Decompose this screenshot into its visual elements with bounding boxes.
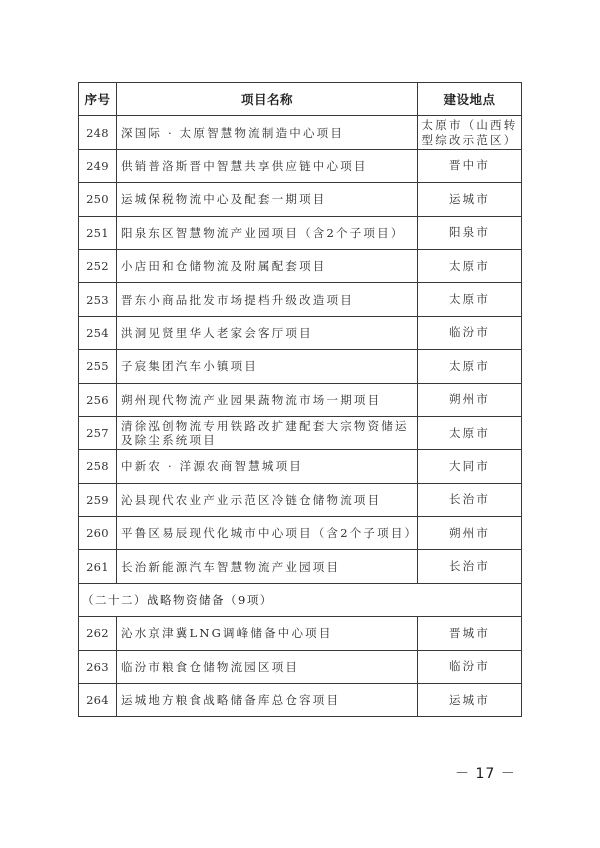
table-row [79,517,522,550]
row-number: 263 [79,650,117,683]
row-project-name: 清徐泓创物流专用铁路改扩建配套大宗物资储运及除尘系统项目 [117,416,418,449]
row-number: 249 [79,149,117,182]
section-title: （二十二）战略物资储备（9项） [79,583,522,616]
row-project-name: 深国际 · 太原智慧物流制造中心项目 [117,116,418,149]
row-location: 太原市（山西转型综改示范区） [418,116,522,149]
row-location: 大同市 [418,450,522,483]
row-number: 257 [79,416,117,449]
table-row [79,650,522,683]
table-row [79,249,522,282]
row-number: 250 [79,183,117,216]
row-project-name: 运城保税物流中心及配套一期项目 [117,183,418,216]
table-row [79,283,522,316]
row-location: 长治市 [418,483,522,516]
row-number: 254 [79,316,117,349]
section-header-row [79,583,522,616]
row-location: 晋中市 [418,149,522,182]
table-row [79,316,522,349]
table-row [79,383,522,416]
row-project-name: 晋东小商品批发市场提档升级改造项目 [117,283,418,316]
page-number: － 17 － [455,766,516,782]
header-serial-number: 序号 [79,83,117,116]
row-project-name: 临汾市粮食仓储物流园区项目 [117,650,418,683]
row-number: 259 [79,483,117,516]
row-number: 260 [79,517,117,550]
table-row [79,684,522,717]
row-project-name: 朔州现代物流产业园果蔬物流市场一期项目 [117,383,418,416]
row-location: 长治市 [418,550,522,583]
row-location: 晋城市 [418,617,522,650]
table-row [79,416,522,449]
header-location: 建设地点 [418,83,522,116]
row-number: 261 [79,550,117,583]
table-row [79,216,522,249]
row-location: 阳泉市 [418,216,522,249]
row-project-name: 沁县现代农业产业示范区冷链仓储物流项目 [117,483,418,516]
row-location: 临汾市 [418,650,522,683]
row-location: 太原市 [418,416,522,449]
table-row [79,350,522,383]
row-project-name: 运城地方粮食战略储备库总仓容项目 [117,684,418,717]
row-location: 太原市 [418,350,522,383]
row-location: 运城市 [418,183,522,216]
row-project-name: 沁水京津冀LNG调峰储备中心项目 [117,617,418,650]
row-number: 248 [79,116,117,149]
row-project-name: 小店田和仓储物流及附属配套项目 [117,249,418,282]
row-number: 252 [79,249,117,282]
row-project-name: 长治新能源汽车智慧物流产业园项目 [117,550,418,583]
row-location: 运城市 [418,684,522,717]
row-location: 太原市 [418,249,522,282]
row-project-name: 中新农 · 洋源农商智慧城项目 [117,450,418,483]
row-location: 太原市 [418,283,522,316]
row-project-name: 供销普洛斯晋中智慧共享供应链中心项目 [117,149,418,182]
row-number: 264 [79,684,117,717]
row-number: 258 [79,450,117,483]
row-location: 朔州市 [418,517,522,550]
row-project-name: 子宸集团汽车小镇项目 [117,350,418,383]
table-row [79,149,522,182]
row-project-name: 洪洞见贤里华人老家会客厅项目 [117,316,418,349]
row-number: 251 [79,216,117,249]
table-row [79,550,522,583]
table-header-row [79,83,522,116]
project-table [78,82,522,717]
header-project-name: 项目名称 [117,83,418,116]
table-row [79,450,522,483]
row-location: 临汾市 [418,316,522,349]
row-number: 253 [79,283,117,316]
row-number: 255 [79,350,117,383]
row-location: 朔州市 [418,383,522,416]
row-number: 262 [79,617,117,650]
table-row [79,116,522,149]
table-row [79,483,522,516]
table-row [79,183,522,216]
row-project-name: 平鲁区易辰现代化城市中心项目（含2个子项目） [117,517,418,550]
row-number: 256 [79,383,117,416]
table-row [79,617,522,650]
row-project-name: 阳泉东区智慧物流产业园项目（含2个子项目） [117,216,418,249]
